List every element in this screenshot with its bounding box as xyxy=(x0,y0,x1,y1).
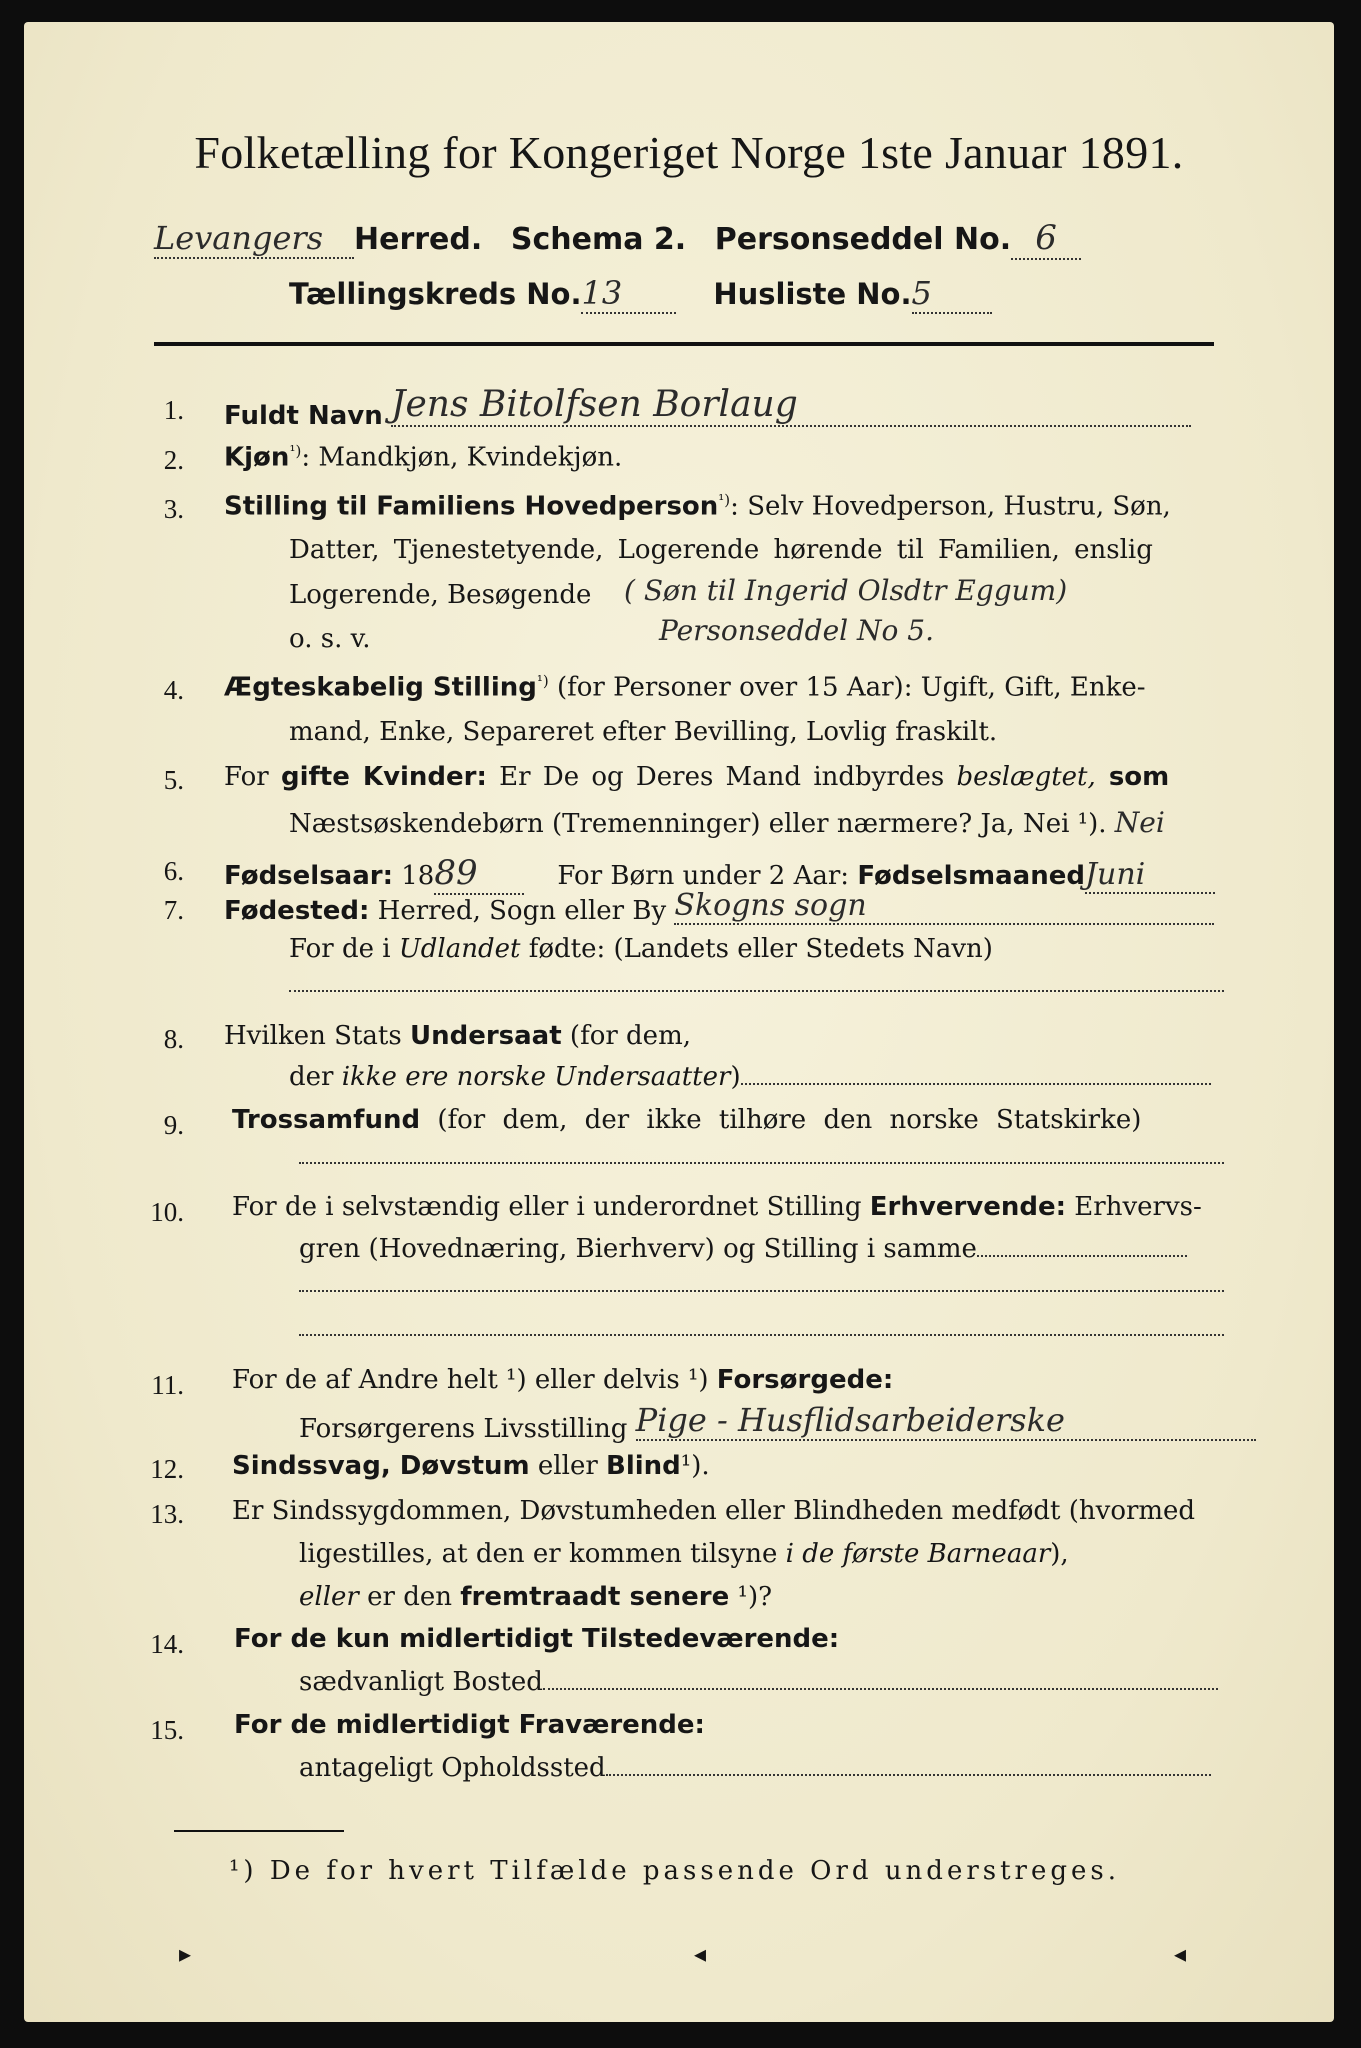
q6-year-handwritten: 89 xyxy=(434,853,524,895)
q8-label: Undersaat xyxy=(409,1021,562,1051)
q15-row-2 xyxy=(299,1753,1211,1783)
q13-text-1: Er Sindssygdommen, Døvstumheden eller Blindheden medfødt (hvormed xyxy=(232,1496,1196,1526)
q13-number: 13. xyxy=(150,1499,184,1529)
q4-label: Ægteskabelig Stilling xyxy=(224,672,537,703)
q13-label: fremtraadt senere xyxy=(460,1582,730,1612)
q12-text: eller xyxy=(529,1451,607,1481)
q11-handwritten: Pige - Husflidsarbeiderske xyxy=(636,1401,1256,1441)
q4-number: 4. xyxy=(163,675,184,705)
q10-fill-line-2 xyxy=(299,1290,1224,1292)
q1-handwritten-name: Jens Bitolfsen Borlaug xyxy=(391,384,1191,427)
q11-text-1a: For de af Andre helt ¹) eller delvis ¹) xyxy=(232,1365,717,1395)
header-divider xyxy=(154,342,1214,346)
q6-year-prefix: 18 xyxy=(393,861,435,891)
q9-fill-line xyxy=(299,1162,1224,1164)
q3-text-4: o. s. v. xyxy=(289,624,371,654)
q13-text-2a: ligestilles, at den er kommen tilsyne xyxy=(299,1539,786,1569)
q1-row xyxy=(224,384,1191,435)
q7-handwritten: Skogns sogn xyxy=(674,888,1214,925)
q10-label: Erhvervende: xyxy=(869,1192,1067,1222)
q7-text-2-italic: Udlandet xyxy=(398,934,521,964)
q4-row-1 xyxy=(224,672,1146,703)
q1-number: 1. xyxy=(163,395,184,425)
herred-label: Herred. xyxy=(354,222,483,257)
q12-row xyxy=(232,1451,710,1481)
header-row-2 xyxy=(289,274,992,314)
q11-row-2 xyxy=(299,1401,1256,1447)
q10-text-2: gren (Hovednæring, Bierhverv) og Stilling i samme xyxy=(299,1234,977,1264)
q11-text-2: Forsørgerens Livsstilling xyxy=(299,1414,628,1444)
q3-text-3: Logerende, Besøgende xyxy=(289,580,592,610)
q6-label-2: Fødselsmaaned xyxy=(857,861,1085,891)
q8-text-2a: der xyxy=(289,1062,342,1092)
form-title: Folketælling for Kongeriget Norge 1ste Januar 1891. xyxy=(194,127,1184,178)
q10-text-1a: For de i selvstændig eller i underordnet Stilling xyxy=(232,1192,870,1222)
q15-text-2: antageligt Opholdssted xyxy=(299,1753,606,1783)
q8-fill-line xyxy=(741,1082,1211,1085)
q9-label: Trossamfund xyxy=(232,1105,421,1135)
q7-label: Fødested: xyxy=(224,896,370,926)
q10-fill-line-1 xyxy=(977,1254,1187,1257)
q5-text-1b: som xyxy=(1095,762,1170,792)
q8-row-1 xyxy=(224,1021,691,1051)
q10-row-2 xyxy=(299,1234,1187,1264)
personseddel-handwritten: 6 xyxy=(1011,218,1081,260)
q14-row-1 xyxy=(234,1624,839,1654)
q14-label: For de kun midlertidigt Tilstedeværende: xyxy=(234,1624,840,1654)
q6-label: Fødselsaar: xyxy=(224,861,393,891)
q14-row-2 xyxy=(299,1667,1218,1697)
q10-fill-line-3 xyxy=(299,1334,1224,1336)
q6-number: 6. xyxy=(163,856,184,886)
q7-text-2a: For de i xyxy=(289,934,399,964)
q8-text-1a: Hvilken Stats xyxy=(224,1021,410,1051)
q8-text-1b: (for dem, xyxy=(561,1021,691,1051)
q10-text-1b: Erhvervs- xyxy=(1066,1192,1202,1222)
q1-label: Fuldt Navn xyxy=(224,401,383,431)
q3-label: Stilling til Familiens Hovedperson xyxy=(224,491,719,522)
q2-text: : Mandkjøn, Kvindekjøn. xyxy=(301,442,623,473)
q4-text-1: (for Personer over 15 Aar): Ugift, Gift, Enke- xyxy=(548,672,1146,703)
q7-row-1 xyxy=(224,888,1214,929)
q12-label: Sindssvag, Døvstum xyxy=(232,1451,530,1481)
q3-text-2: Datter, Tjenestetyende, Logerende hørende til Familien, enslig xyxy=(289,535,1153,565)
kreds-handwritten: 13 xyxy=(581,274,676,314)
q9-row xyxy=(232,1105,1141,1135)
q6-text: For Børn under 2 Aar: xyxy=(557,861,850,891)
q5-text-1: Er De og Deres Mand indbyrdes xyxy=(486,762,957,792)
q13-row-2 xyxy=(299,1539,1069,1569)
herred-handwritten: Levangers xyxy=(154,219,354,259)
corner-mark-right: ◂ xyxy=(1174,1940,1187,1968)
q11-label: Forsørgede: xyxy=(716,1365,894,1395)
q10-number: 10. xyxy=(150,1197,184,1227)
q3-handwritten-note-2: Personseddel No 5. xyxy=(659,614,934,647)
q2-footnote-mark: ¹) xyxy=(289,442,302,460)
q2-label: Kjøn xyxy=(224,442,290,473)
q4-footnote-mark: ¹) xyxy=(536,672,549,690)
husliste-label: Husliste No. xyxy=(713,277,912,311)
husliste-handwritten: 5 xyxy=(912,274,992,314)
q7-number: 7. xyxy=(163,895,184,925)
q13-text-3a: er den xyxy=(358,1582,461,1612)
q9-number: 9. xyxy=(163,1110,184,1140)
q5-pre: For xyxy=(224,762,281,792)
q5-number: 5. xyxy=(163,765,184,795)
q8-number: 8. xyxy=(163,1024,184,1054)
q5-handwritten: Nei xyxy=(1114,806,1165,839)
q3-number: 3. xyxy=(163,494,184,524)
q13-text-3-italic: eller xyxy=(299,1582,359,1612)
q7-text-1: Herred, Sogn eller By xyxy=(369,896,667,926)
q9-text: (for dem, der ikke tilhøre den norske Statskirke) xyxy=(420,1105,1142,1135)
q8-text-2-italic: ikke ere norske Undersaatter xyxy=(341,1062,731,1092)
q8-text-2b: ) xyxy=(730,1062,741,1092)
footnote: ¹) De for hvert Tilfælde passende Ord understreges. xyxy=(229,1856,1121,1886)
q15-label: For de midlertidigt Fraværende: xyxy=(234,1710,705,1740)
q6-month-handwritten: Juni xyxy=(1085,857,1215,894)
q15-number: 15. xyxy=(150,1715,184,1745)
q13-text-2b: ), xyxy=(1050,1539,1069,1569)
q7-fill-line xyxy=(289,990,1224,992)
q5-label: gifte Kvinder: xyxy=(280,762,487,792)
q3-row-1 xyxy=(224,491,1171,522)
q15-row-1 xyxy=(234,1710,705,1740)
q2-row xyxy=(224,442,622,473)
footnote-divider xyxy=(174,1830,344,1832)
q4-text-2: mand, Enke, Separeret efter Bevilling, Lovlig fraskilt. xyxy=(289,717,998,747)
q14-number: 14. xyxy=(150,1629,184,1659)
q5-italic: beslægtet, xyxy=(956,762,1096,792)
q13-text-3b: ¹)? xyxy=(729,1582,773,1612)
corner-mark-left: ▸ xyxy=(179,1940,192,1968)
q7-row-2 xyxy=(289,934,993,964)
q13-row-3 xyxy=(299,1582,772,1612)
q11-row-1 xyxy=(232,1365,893,1395)
q3-footnote-mark: ¹) xyxy=(718,491,731,509)
census-form xyxy=(24,22,1334,2022)
header-row-1 xyxy=(154,218,1081,260)
kreds-label: Tællingskreds No. xyxy=(289,277,582,311)
q15-fill-line xyxy=(606,1773,1211,1776)
personseddel-label: Personseddel No. xyxy=(714,222,1012,257)
q12-number: 12. xyxy=(150,1454,184,1484)
q13-text-2-italic: i de første Barneaar xyxy=(785,1539,1051,1569)
q8-row-2 xyxy=(289,1062,1211,1092)
q14-text-2: sædvanligt Bosted xyxy=(299,1667,543,1697)
q3-text-1: : Selv Hovedperson, Hustru, Søn, xyxy=(730,491,1171,522)
q5-text-2: Næstsøskendebørn (Tremenninger) eller nærmere? Ja, Nei ¹). xyxy=(289,809,1107,839)
q14-fill-line xyxy=(543,1687,1218,1690)
q12-sup: ¹). xyxy=(680,1451,710,1481)
q12-label-2: Blind xyxy=(606,1451,681,1481)
q7-text-2b: fødte: (Landets eller Stedets Navn) xyxy=(520,934,993,964)
q2-number: 2. xyxy=(163,445,184,475)
q5-row-1 xyxy=(224,762,1169,792)
corner-mark-center: ◂ xyxy=(694,1940,707,1968)
q11-number: 11. xyxy=(151,1370,184,1400)
q10-row-1 xyxy=(232,1192,1202,1222)
q3-handwritten-note-1: ( Søn til Ingerid Olsdtr Eggum) xyxy=(624,574,1068,607)
q5-row-2 xyxy=(289,806,1165,839)
schema-label: Schema 2. xyxy=(510,222,687,257)
